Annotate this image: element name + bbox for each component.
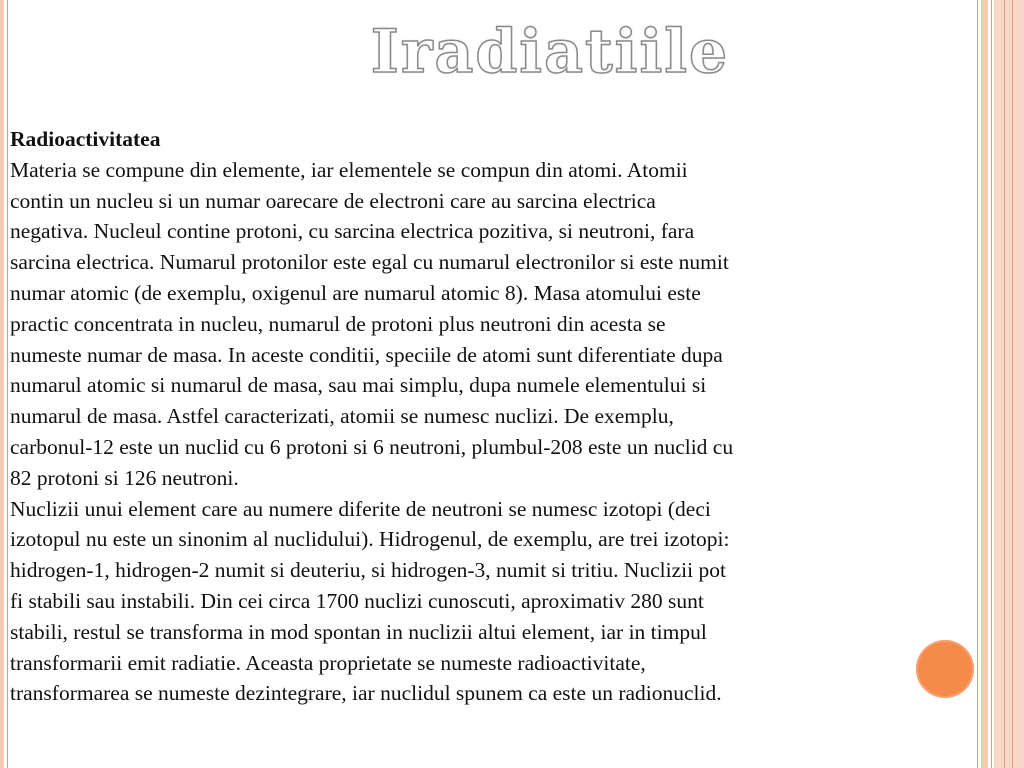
- slide-body: [10, 124, 1010, 709]
- slide-title: Iradiatiile: [370, 17, 730, 87]
- body-line: practic concentrata in nucleu, numarul de protoni plus neutroni din acesta se: [10, 311, 666, 336]
- body-line: Materia se compune din elemente, iar elementele se compun din atomi. Atomii: [10, 157, 688, 182]
- body-line: fi stabili sau instabili. Din cei circa 1700 nuclizi cunoscuti, aproximativ 280 sunt: [10, 588, 704, 613]
- body-line: carbonul-12 este un nuclid cu 6 protoni si 6 neutroni, plumbul-208 este un nuclid cu: [10, 434, 734, 459]
- body-line: contin un nucleu si un numar oarecare de electroni care au sarcina electrica: [10, 188, 656, 213]
- decorative-circle: [916, 640, 974, 698]
- body-line: transformarii emit radiatie. Aceasta proprietate se numeste radioactivitate,: [10, 650, 646, 675]
- left-border-band: [0, 0, 4, 768]
- body-line: negativa. Nucleul contine protoni, cu sarcina electrica pozitiva, si neutroni, fara: [10, 219, 695, 244]
- body-line: numarul de masa. Astfel caracterizati, atomii se numesc nuclizi. De exemplu,: [10, 404, 674, 429]
- section-heading: Radioactivitatea: [10, 127, 161, 151]
- body-line: numar atomic (de exemplu, oxigenul are numarul atomic 8). Masa atomului este: [10, 280, 701, 305]
- body-line: transformarea se numeste dezintegrare, iar nuclidul spunem ca este un radionuclid.: [10, 681, 722, 706]
- right-border-line: [1012, 0, 1013, 768]
- body-line: izotopul nu este un sinonim al nuclidului). Hidrogenul, de exemplu, are trei izotopi:: [10, 527, 730, 552]
- body-line: 82 protoni si 126 neutroni.: [10, 465, 239, 490]
- body-line: sarcina electrica. Numarul protonilor este egal cu numarul electronilor si este numit: [10, 250, 729, 275]
- body-line: hidrogen-1, hidrogen-2 numit si deuteriu, si hidrogen-3, numit si tritiu. Nuclizii pot: [10, 558, 726, 583]
- left-border-line: [7, 0, 8, 768]
- body-line: numeste numar de masa. In aceste conditii, speciile de atomi sunt diferentiate dupa: [10, 342, 723, 367]
- body-line: Nuclizii unui element care au numere diferite de neutroni se numesc izotopi (deci: [10, 496, 711, 521]
- body-line: numarul atomic si numarul de masa, sau mai simplu, dupa numele elementului si: [10, 373, 707, 398]
- body-line: stabili, restul se transforma in mod spontan in nuclizii altui element, iar in timpul: [10, 619, 707, 644]
